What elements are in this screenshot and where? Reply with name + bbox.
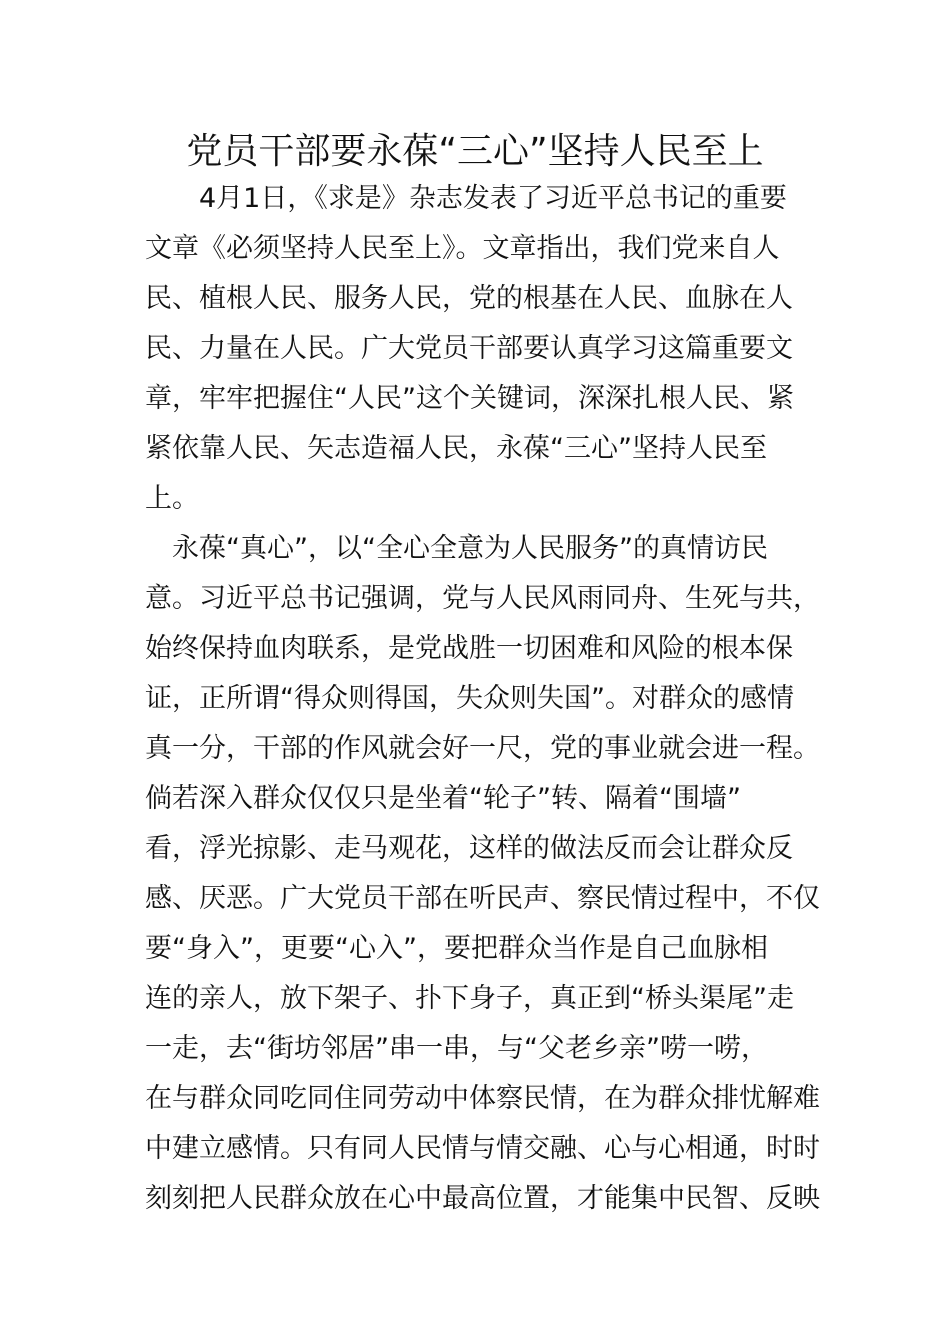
paragraph-line: 证，正所谓“得众则得国，失众则失国”。对群众的感情 xyxy=(145,683,794,714)
paragraph-line: 上。 xyxy=(145,483,199,514)
paragraph-line: 刻刻把人民群众放在心中最高位置，才能集中民智、反映 xyxy=(145,1183,820,1214)
paragraph-line: 连的亲人，放下架子、扑下身子，真正到“桥头渠尾”走 xyxy=(145,983,794,1014)
paragraph-line: 中建立感情。只有同人民情与情交融、心与心相通，时时 xyxy=(145,1133,820,1164)
document-title: 党员干部要永葆“三心”坚持人民至上 xyxy=(186,131,764,172)
paragraph-line: 4月1日，《求是》杂志发表了习近平总书记的重要 xyxy=(145,183,787,214)
paragraph-line: 真一分，干部的作风就会好一尺，党的事业就会进一程。 xyxy=(145,733,820,764)
paragraph-line: 永葆“真心”，以“全心全意为人民服务”的真情访民 xyxy=(145,533,768,564)
paragraph-line: 要“身入”，更要“心入”，要把群众当作是自己血脉相 xyxy=(145,933,768,964)
paragraph-line: 在与群众同吃同住同劳动中体察民情，在为群众排忧解难 xyxy=(145,1083,820,1114)
paragraph-line: 章，牢牢把握住“人民”这个关键词，深深扎根人民、紧 xyxy=(145,383,794,414)
paragraph-line: 民、植根人民、服务人民，党的根基在人民、血脉在人 xyxy=(145,283,793,314)
paragraph-line: 始终保持血肉联系，是党战胜一切困难和风险的根本保 xyxy=(145,633,793,664)
paragraph-line: 紧依靠人民、矢志造福人民，永葆“三心”坚持人民至 xyxy=(145,433,767,464)
paragraph-line: 意。习近平总书记强调，党与人民风雨同舟、生死与共， xyxy=(145,583,820,614)
paragraph-line: 看，浮光掠影、走马观花，这样的做法反而会让群众反 xyxy=(145,833,793,864)
paragraph-line: 民、力量在人民。广大党员干部要认真学习这篇重要文 xyxy=(145,333,793,364)
paragraph-line: 一走，去“街坊邻居”串一串，与“父老乡亲”唠一唠， xyxy=(145,1033,768,1064)
paragraph-line: 倘若深入群众仅仅只是坐着“轮子”转、隔着“围墙” xyxy=(145,783,741,814)
paragraph-line: 感、厌恶。广大党员干部在听民声、察民情过程中，不仅 xyxy=(145,883,820,914)
paragraph-line: 文章《必须坚持人民至上》。文章指出，我们党来自人 xyxy=(145,233,780,264)
